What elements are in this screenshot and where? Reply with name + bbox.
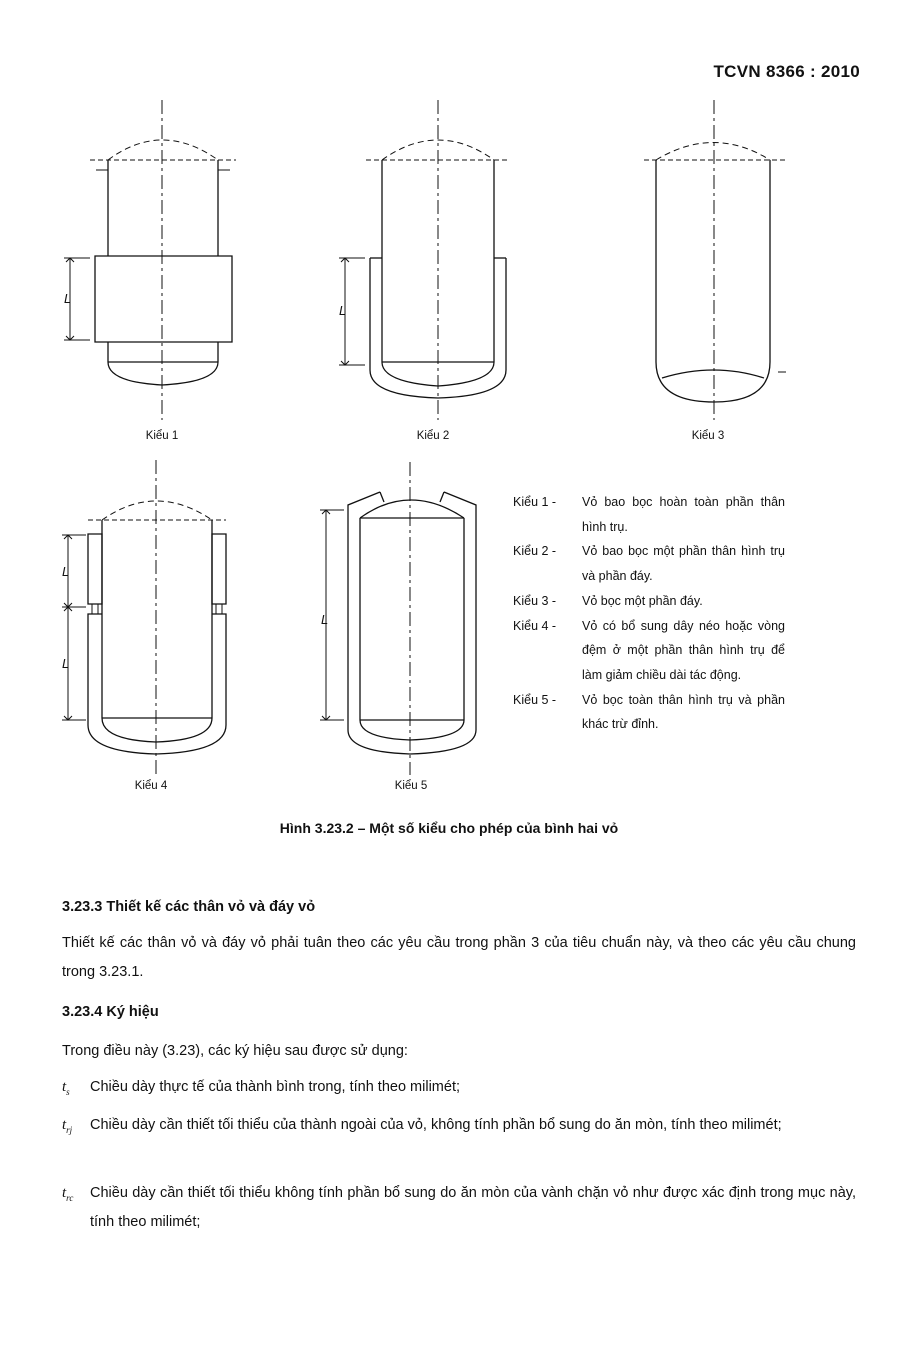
legend-text: Vỏ bọc một phần đáy. xyxy=(582,593,703,608)
symbol-row xyxy=(62,1073,856,1107)
vessel-type-3-drawing xyxy=(644,100,786,420)
type-4-label: Kiểu 4 xyxy=(134,780,168,792)
legend-key: Kiểu 3 - xyxy=(513,593,557,608)
symbol: $t_{rj}$ xyxy=(62,1117,73,1135)
dimension-label-type-5: L xyxy=(321,612,329,627)
dimension-label-type-4-lower: L xyxy=(62,656,70,671)
symbol-definition: Chiều dày thực tế của thành bình trong, tính theo milimét; xyxy=(90,1079,461,1095)
legend-text: Vỏ bao bọc một phần thân hình trụ và phần đáy. xyxy=(582,544,785,584)
legend-item xyxy=(513,614,785,688)
legend-key: Kiểu 1 - xyxy=(513,495,557,509)
legend-item xyxy=(513,539,785,588)
legend-key: Kiểu 4 - xyxy=(513,618,557,633)
figure-caption: Hình 3.23.2 – Một số kiểu cho phép của bình hai vỏ xyxy=(279,820,619,836)
figure-legend xyxy=(513,490,785,737)
type-1-label: Kiểu 1 xyxy=(145,430,179,442)
dimension-label-type-2: L xyxy=(339,303,347,318)
type-2-label: Kiểu 2 xyxy=(416,430,450,442)
symbol-definition: Chiều dày cần thiết tối thiểu của thành ngoài của vỏ, không tính phần bổ sung do ăn mòn, tính theo milimét; xyxy=(90,1117,782,1133)
legend-text: Vỏ có bổ sung dây néo hoặc vòng đệm ở một phần thân hình trụ để làm giảm chiều dài tác động. xyxy=(582,618,785,682)
type-3-label: Kiểu 3 xyxy=(691,430,725,442)
vessel-type-5-drawing xyxy=(320,462,476,775)
symbol: $t_s$ xyxy=(62,1079,70,1097)
vessel-type-2-drawing xyxy=(339,100,510,420)
legend-key: Kiểu 5 - xyxy=(513,692,557,707)
legend-key: Kiểu 2 - xyxy=(513,544,557,559)
section-paragraph-3-23-3: Thiết kế các thân vỏ và đáy vỏ phải tuân theo các yêu cầu trong phần 3 của tiêu chuẩn này, và theo các yêu cầu chung trong 3.23.1. xyxy=(62,935,856,980)
section-heading-3-23-4: 3.23.4 Ký hiệu xyxy=(62,1004,159,1020)
symbols-intro: Trong điều này (3.23), các ký hiệu sau được sử dụng: xyxy=(62,1043,408,1059)
symbol-definition: Chiều dày cần thiết tối thiểu không tính phần bổ sung do ăn mòn của vành chặn vỏ như được xác định trong mục này, tính theo milimét; xyxy=(90,1185,856,1230)
vessel-type-1-drawing xyxy=(64,100,236,420)
document-code: TCVN 8366 : 2010 xyxy=(713,62,860,81)
legend-item xyxy=(513,688,785,737)
legend-text: Vỏ bọc toàn thân hình trụ và phần khác trừ đỉnh. xyxy=(582,692,785,732)
symbol: $t_{rc}$ xyxy=(62,1185,74,1203)
vessel-type-4-drawing xyxy=(62,460,226,775)
type-5-label: Kiểu 5 xyxy=(394,780,428,792)
section-heading-3-23-3: 3.23.3 Thiết kế các thân vỏ và đáy vỏ xyxy=(62,899,316,915)
dimension-label-type-1: L xyxy=(64,291,72,306)
dimension-label-type-4-upper: L xyxy=(62,564,70,579)
symbol-row xyxy=(62,1179,856,1237)
symbol-row xyxy=(62,1111,856,1145)
legend-text: Vỏ bao bọc hoàn toàn phần thân hình trụ. xyxy=(582,495,785,534)
legend-item xyxy=(513,589,785,614)
legend-item xyxy=(513,490,785,539)
